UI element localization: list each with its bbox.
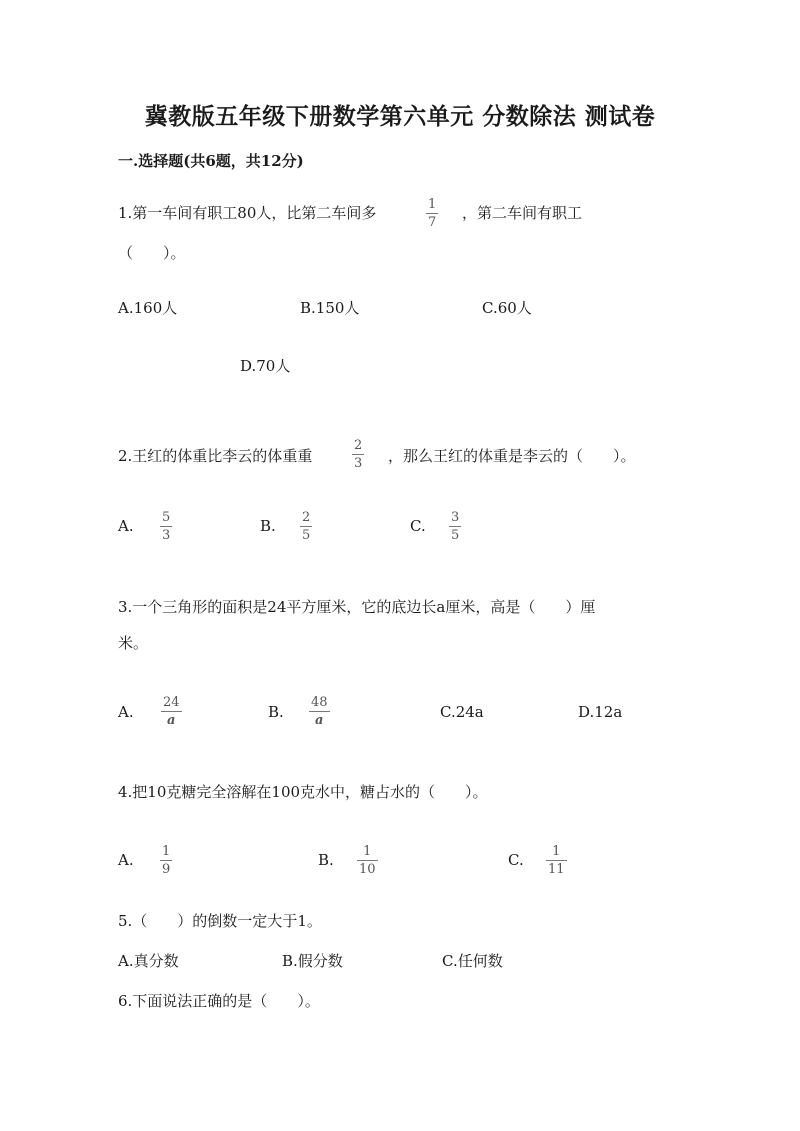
question-1-fraction (426, 198, 438, 229)
question-2-option-c-label: C. (410, 517, 426, 535)
question-1-text: 1.第一车间有职工80人，比第二车间多 (118, 204, 377, 222)
fraction-denominator: 7 (428, 215, 437, 230)
question-3-option-b-fraction (309, 696, 330, 727)
question-4-option-a-fraction (160, 845, 172, 876)
fraction-numerator: 5 (162, 510, 171, 525)
fraction-denominator: 11 (548, 862, 565, 877)
fraction-denominator: 10 (359, 862, 376, 877)
question-3-option-a-label: A. (118, 703, 134, 721)
fraction-denominator: 5 (451, 528, 460, 543)
fraction-numerator: 48 (311, 695, 328, 710)
question-1-blank: （ ）。 (118, 244, 186, 262)
question-1-option-d: D.70人 (240, 357, 291, 375)
fraction-numerator: 1 (363, 844, 372, 859)
fraction-numerator: 1 (552, 844, 561, 859)
question-1-option-b: B.150人 (300, 299, 360, 317)
question-2-fraction (352, 439, 364, 470)
question-3-option-b-label: B. (268, 703, 284, 721)
fraction-denominator: a (167, 713, 176, 728)
question-3-text-continued: 米。 (118, 634, 149, 652)
question-5-option-a: A.真分数 (118, 952, 179, 970)
fraction-numerator: 2 (354, 438, 363, 453)
question-1-option-c: C.60人 (482, 299, 532, 317)
question-4-option-b-label: B. (318, 851, 334, 869)
question-1-text-continued: ，第二车间有职工 (462, 204, 583, 222)
fraction-numerator: 1 (428, 197, 437, 212)
question-4-text: 4.把10克糖完全溶解在100克水中，糖占水的（ ）。 (118, 783, 488, 801)
fraction-denominator: a (315, 713, 324, 728)
question-4-option-c-label: C. (508, 851, 524, 869)
question-3-text: 3.一个三角形的面积是24平方厘米，它的底边长a厘米，高是（ ）厘 (118, 598, 596, 616)
question-3-option-a-fraction (161, 696, 182, 727)
question-2-option-a-label: A. (118, 517, 134, 535)
question-5-text: 5.（ ）的倒数一定大于1。 (118, 912, 322, 930)
question-2-option-b-label: B. (260, 517, 276, 535)
question-2-option-c-fraction (449, 511, 461, 542)
fraction-numerator: 3 (451, 510, 460, 525)
question-1-option-a: A.160人 (118, 299, 178, 317)
question-2-option-a-fraction (160, 511, 172, 542)
fraction-numerator: 1 (162, 844, 171, 859)
section-heading: 一.选择题(共6题，共12分) (118, 152, 304, 170)
question-4-option-b-fraction (357, 845, 378, 876)
question-2-text: 2.王红的体重比李云的体重重 (118, 447, 313, 465)
fraction-denominator: 9 (162, 862, 171, 877)
question-2-option-b-fraction (300, 511, 312, 542)
fraction-denominator: 5 (302, 528, 311, 543)
fraction-denominator: 3 (354, 456, 363, 471)
page-title: 冀教版五年级下册数学第六单元 分数除法 测试卷 (144, 103, 656, 130)
question-4-option-c-fraction (546, 845, 567, 876)
question-4-option-a-label: A. (118, 851, 134, 869)
question-6-text: 6.下面说法正确的是（ ）。 (118, 992, 320, 1010)
question-3-option-c: C.24a (440, 703, 484, 721)
fraction-numerator: 2 (302, 510, 311, 525)
question-2-text-continued: ，那么王红的体重是李云的（ ）。 (388, 447, 636, 465)
question-3-option-d: D.12a (578, 703, 623, 721)
question-5-option-b: B.假分数 (282, 952, 343, 970)
fraction-denominator: 3 (162, 528, 171, 543)
fraction-numerator: 24 (163, 695, 180, 710)
question-5-option-c: C.任何数 (442, 952, 503, 970)
